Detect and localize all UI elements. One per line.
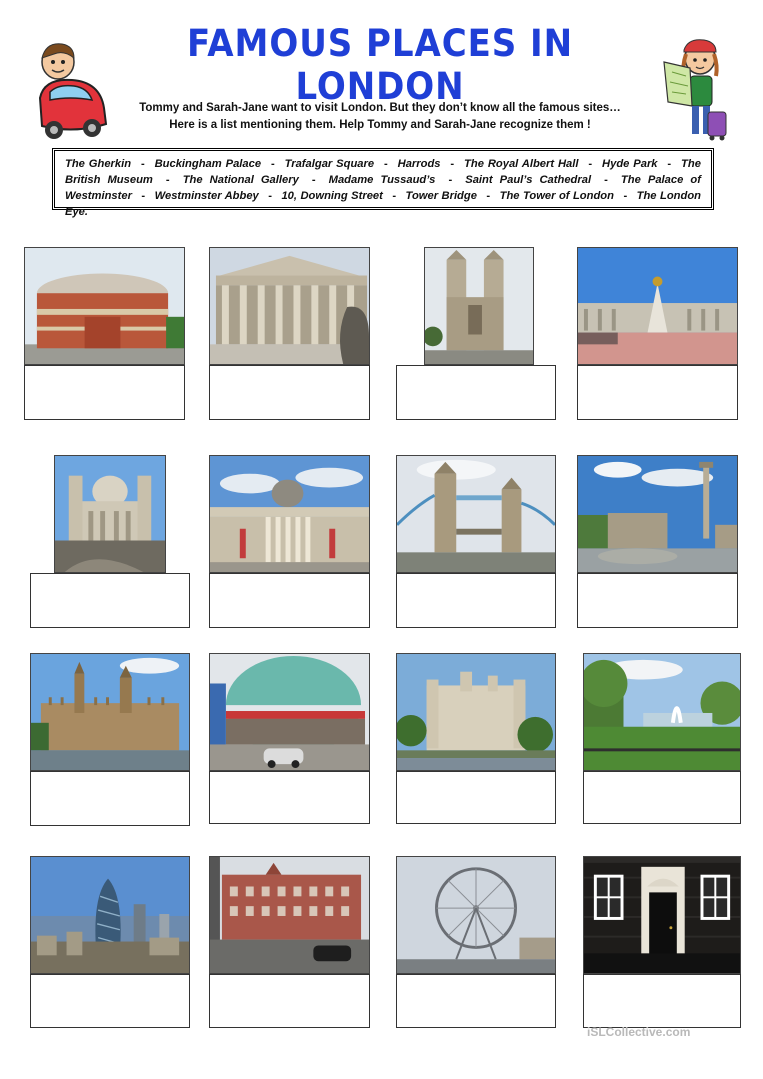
intro-line-1: Tommy and Sarah-Jane want to visit London. But they don’t know all the famous sites… xyxy=(139,102,621,114)
place-name: 10, Downing Street xyxy=(281,190,383,202)
photo-16 xyxy=(583,856,741,974)
place-name: Madame Tussaud’s xyxy=(328,174,436,186)
photo-5 xyxy=(54,455,166,573)
answer-box-10[interactable] xyxy=(209,771,370,824)
answer-box-7[interactable] xyxy=(396,573,556,628)
intro-line-2: Here is a list mentioning them. Help Tommy and Sarah-Jane recognize them ! xyxy=(169,119,591,131)
intro-text xyxy=(130,100,630,134)
photo-12 xyxy=(583,653,741,771)
place-separator: - xyxy=(267,158,279,170)
answer-box-13[interactable] xyxy=(30,974,190,1028)
answer-box-4[interactable] xyxy=(577,365,738,420)
answer-box-6[interactable] xyxy=(209,573,370,628)
place-separator: - xyxy=(264,190,276,202)
answer-box-14[interactable] xyxy=(209,974,370,1028)
photo-13 xyxy=(30,856,190,974)
photo-14 xyxy=(209,856,370,974)
place-separator: - xyxy=(137,158,149,170)
place-name: The Royal Albert Hall xyxy=(464,158,579,170)
photo-3 xyxy=(424,247,534,365)
photo-11 xyxy=(396,653,556,771)
place-separator: - xyxy=(663,158,676,170)
answer-box-5[interactable] xyxy=(30,573,190,628)
photo-2 xyxy=(209,247,370,365)
place-name: Westminster Abbey xyxy=(154,190,259,202)
place-separator: - xyxy=(584,158,597,170)
place-separator: - xyxy=(380,158,392,170)
place-name: The Gherkin xyxy=(65,158,132,170)
place-separator: - xyxy=(597,174,615,186)
place-separator: - xyxy=(482,190,494,202)
answer-box-11[interactable] xyxy=(396,771,556,824)
answer-box-9[interactable] xyxy=(30,771,190,826)
place-separator: - xyxy=(619,190,631,202)
place-name: Buckingham Palace xyxy=(154,158,262,170)
girl-with-map-illustration xyxy=(662,36,732,144)
place-name: The British Museum xyxy=(65,158,701,186)
places-word-box xyxy=(52,148,714,218)
boy-in-car-illustration xyxy=(34,40,110,144)
answer-box-15[interactable] xyxy=(396,974,556,1028)
place-separator: - xyxy=(137,190,149,202)
answer-box-3[interactable] xyxy=(396,365,556,420)
photo-1 xyxy=(24,247,185,365)
photo-7 xyxy=(396,455,556,573)
place-name: The National Gallery xyxy=(182,174,299,186)
page-title: FAMOUS PLACES IN LONDON xyxy=(187,22,573,108)
answer-box-8[interactable] xyxy=(577,573,738,628)
photo-10 xyxy=(209,653,370,771)
answer-box-12[interactable] xyxy=(583,771,741,824)
place-separator: - xyxy=(158,174,177,186)
watermark: iSLCollective.com xyxy=(587,1025,691,1039)
photo-6 xyxy=(209,455,370,573)
photo-9 xyxy=(30,653,190,771)
place-name: Trafalgar Square xyxy=(284,158,375,170)
place-name: Tower Bridge xyxy=(405,190,477,202)
place-name: Saint Paul’s Cathedral xyxy=(465,174,592,186)
photo-4 xyxy=(577,247,738,365)
answer-box-1[interactable] xyxy=(24,365,185,420)
place-name: Hyde Park xyxy=(602,158,658,170)
answer-box-16[interactable] xyxy=(583,974,741,1028)
photo-15 xyxy=(396,856,556,974)
place-name: The London Eye. xyxy=(65,190,701,218)
place-name: The Tower of London xyxy=(499,190,614,202)
place-separator: - xyxy=(388,190,400,202)
place-separator: - xyxy=(441,174,460,186)
photo-8 xyxy=(577,455,738,573)
place-separator: - xyxy=(446,158,459,170)
place-name: Harrods xyxy=(397,158,441,170)
place-name: The Palace of Westminster xyxy=(65,174,701,202)
answer-box-2[interactable] xyxy=(209,365,370,420)
place-separator: - xyxy=(304,174,323,186)
